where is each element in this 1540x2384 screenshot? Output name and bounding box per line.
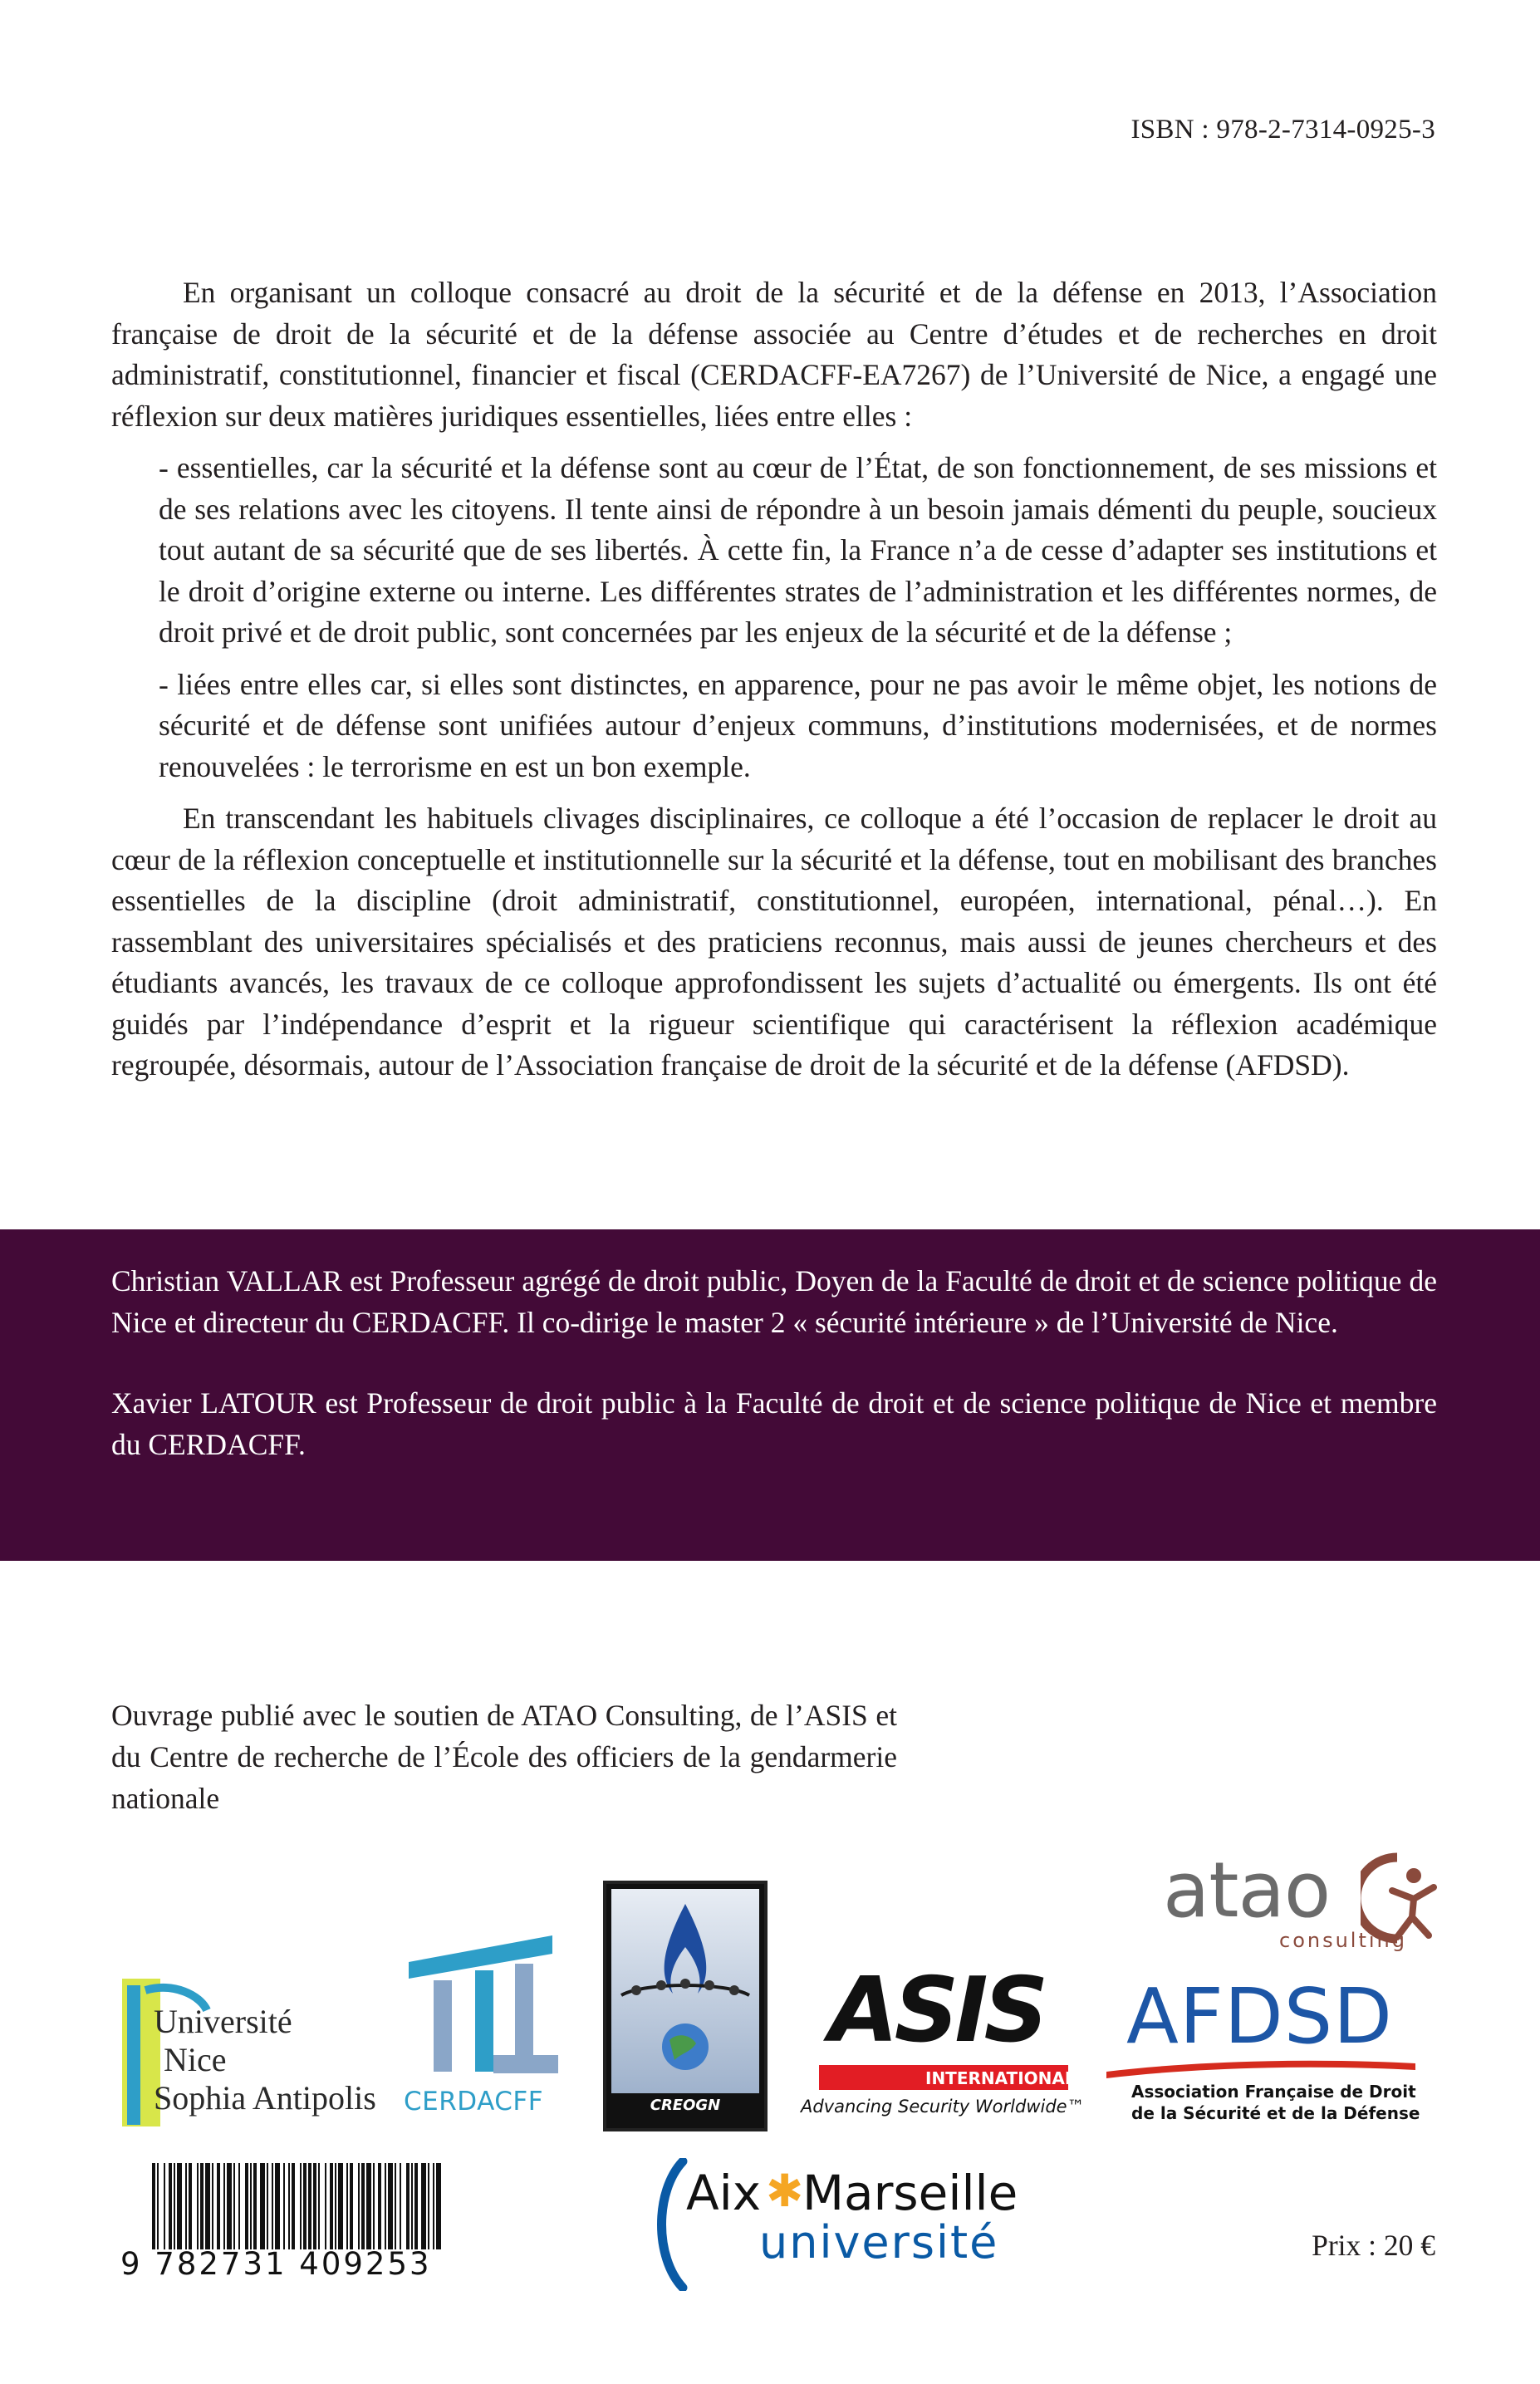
afdsd-subtitle-line1: Association Française de Droit bbox=[1131, 2082, 1416, 2102]
universite-nice-line2: Nice bbox=[164, 2041, 227, 2078]
atao-consulting-logo bbox=[1163, 1846, 1445, 1952]
summary-paragraph-essential: - essentielles, car la sécurité et la défense sont au cœur de l’État, de son fonctionnement, de ses missions et de ses relations avec les citoyens. Il tente ainsi de répondre à un besoin jamais démenti du peuple, soucieux tout autant de sa sécurité que de ses libertés. À cette fin, la France n’a de cesse d’adapter ses institutions et le droit d’origine externe ou interne. Les différentes strates de l’administration et les différentes normes, de droit privé et de droit public, sont concernées par les enjeux de la sécurité et de la défense ; bbox=[159, 451, 1437, 649]
atao-figure-icon bbox=[1361, 1851, 1437, 1949]
support-statement: Ouvrage publié avec le soutien de ATAO Consulting, de l’ASIS et du Centre de recherche de l’École des officiers de la gendarmerie nationale bbox=[111, 1699, 897, 1815]
amu-marseille: Marseille bbox=[802, 2165, 1018, 2221]
creogn-emblem bbox=[611, 1889, 759, 2093]
afdsd-wordmark: AFDSD bbox=[1126, 1972, 1393, 2061]
price: Prix : 20 € bbox=[1312, 2229, 1435, 2262]
barcode-bars bbox=[152, 2163, 451, 2249]
amu-aix: Aix bbox=[686, 2165, 762, 2221]
author-bio-vallar: Christian VALLAR est Professeur agrégé de droit public, Doyen de la Faculté de droit et de science politique de Nice et directeur du CERDACFF. Il co-dirige le master 2 « sécurité intérieure » de l’Université de Nice. bbox=[111, 1264, 1437, 1339]
summary-paragraph-intro: En organisant un colloque consacré au droit de la sécurité et de la défense en 2013, l’Association française de droit de la sécurité et de la défense associée au Centre d’études et de recherches en droit administratif, constitutionnel, financier et fiscal (CERDACFF-EA7267) de l’Université de Nice, a engagé une réflexion sur deux matières juridiques essentielles, liées entre elles : bbox=[111, 276, 1437, 433]
afdsd-logo bbox=[1103, 1972, 1435, 2133]
aix-marseille-universite-logo bbox=[650, 2158, 1018, 2291]
creogn-label: CREOGN bbox=[650, 2097, 721, 2114]
universite-nice-logo bbox=[120, 1972, 376, 2130]
afdsd-red-swoosh bbox=[1103, 2055, 1419, 2080]
universite-nice-line1: Université bbox=[154, 2003, 292, 2040]
barcode-digits: 9 782731 409253 bbox=[120, 2246, 432, 2282]
author-bio-latour: Xavier LATOUR est Professeur de droit public à la Faculté de droit et de science politique de Nice et membre du CERDACFF. bbox=[111, 1386, 1437, 1461]
amu-star-icon: ✱ bbox=[766, 2165, 804, 2217]
isbn: ISBN : 978-2-7314-0925-3 bbox=[1130, 115, 1435, 145]
summary-paragraph-conclusion: En transcendant les habituels clivages disciplinaires, ce colloque a été l’occasion de replacer le droit au cœur de la réflexion conceptuelle et institutionnelle sur la sécurité et la défense, tout en mobilisant des branches essentielles de la discipline (droit administratif, constitutionnel, européen, international, pénal…). En rassemblant des universitaires spécialisés et des praticiens reconnus, mais aussi de jeunes chercheurs et des étudiants avancés, les travaux de ce colloque approfondissent les sujets d’actualité ou émergents. Ils ont été guidés par l’indépendance d’esprit et la rigueur scientifique qui caractérisent la réflexion académique regroupée, désormais, autour de l’Association française de droit de la sécurité et de la défense (AFDSD). bbox=[111, 802, 1437, 1082]
cerdacff-wordmark: CERDACFF bbox=[404, 2087, 544, 2117]
asis-international-logo bbox=[801, 1959, 1085, 2133]
atao-subtitle: consulting bbox=[1279, 1929, 1407, 1952]
amu-universite: université bbox=[759, 2216, 999, 2269]
atao-wordmark: atao bbox=[1163, 1846, 1331, 1935]
barcode bbox=[120, 2163, 453, 2282]
cerdacff-logo bbox=[399, 1929, 565, 2120]
summary-paragraph-linked: - liées entre elles car, si elles sont distinctes, en apparence, pour ne pas avoir le même objet, les notions de sécurité et de défense sont unifiées autour d’enjeux communs, d’institutions modernisées, et de normes renouvelées : le terrorisme en est un bon exemple. bbox=[159, 667, 1437, 783]
amu-left-bracket bbox=[650, 2158, 688, 2291]
creogn-logo bbox=[603, 1881, 768, 2131]
authors-band bbox=[0, 1229, 1540, 1561]
asis-tagline: Advancing Security Worldwide™ bbox=[801, 2097, 1085, 2117]
asis-wordmark: ASIS bbox=[829, 1959, 1045, 2063]
asis-international-label: INTERNATIONAL bbox=[925, 2068, 1076, 2088]
cerdacff-emblem bbox=[399, 1929, 565, 2080]
summary-text bbox=[111, 272, 1437, 1097]
universite-nice-line3: Sophia Antipolis bbox=[154, 2079, 376, 2117]
afdsd-subtitle-line2: de la Sécurité et de la Défense bbox=[1131, 2103, 1420, 2123]
